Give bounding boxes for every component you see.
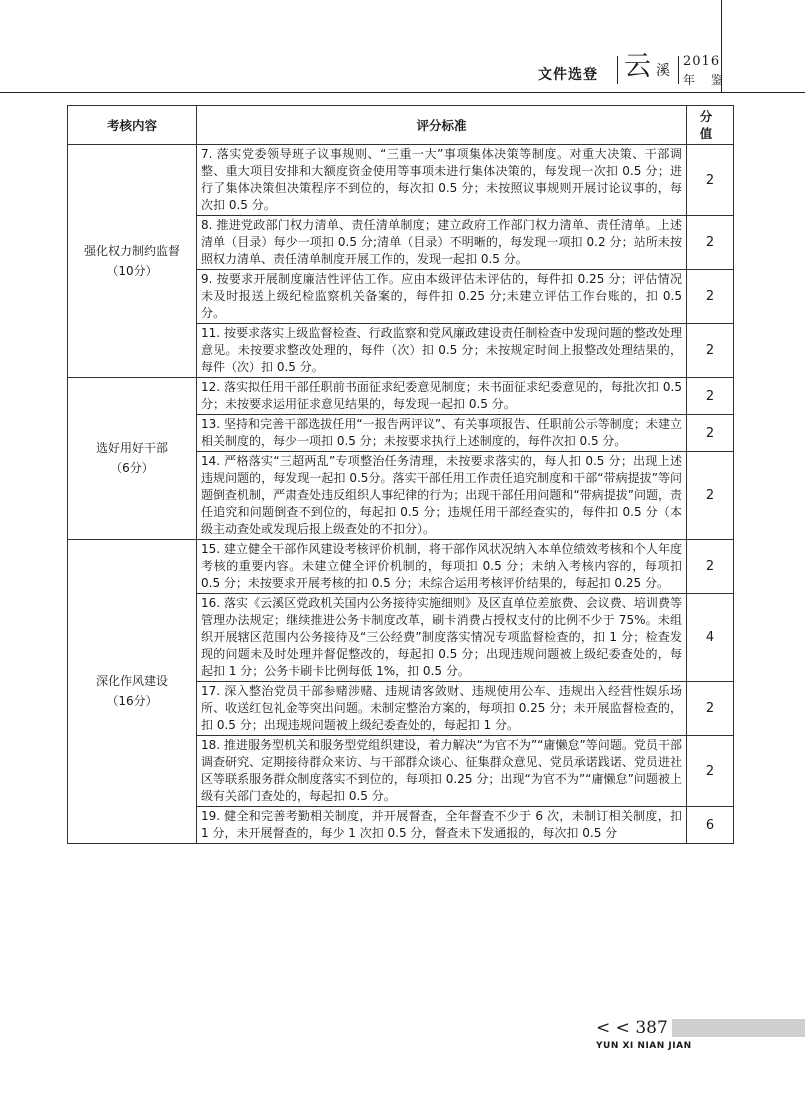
category-cell bbox=[68, 145, 197, 378]
criteria-cell: 8. 推进党政部门权力清单、责任清单制度；建立政府工作部门权力清单、责任清单。上述清单（目录）每少一项扣 0.5 分;清单（目录）不明晰的，每发现一项扣 0.2 分；站所未按照权力清单、责任清单制度开展工作的，发现一起扣 0.5 分。 bbox=[197, 216, 687, 270]
score-cell: 2 bbox=[687, 216, 734, 270]
criteria-cell: 16. 落实《云溪区党政机关国内公务接待实施细则》及区直单位差旅费、会议费、培训费等管理办法规定；继续推进公务卡制度改革，刷卡消费占授权支付的比例不少于 75%。未组织开展辖区范围内公务接待及“三公经费”制度落实情况专项监督检查的，扣 1 分；检查发现的问题未及时处理并督促整改的，每起扣 0.5 分；出现违规问题被上级纪委查处的，每起扣 1 分；公务卡刷卡比例每低 1%，扣 0.5 分。 bbox=[197, 594, 687, 682]
running-footer: YUN XI NIAN JIAN bbox=[596, 1041, 692, 1051]
score-cell: 2 bbox=[687, 378, 734, 415]
criteria-cell: 9. 按要求开展制度廉洁性评估工作。应由本级评估未评估的，每件扣 0.25 分；评估情况未及时报送上级纪检监察机关备案的，每件扣 0.25 分;未建立评估工作台账的，扣 0.5 分。 bbox=[197, 270, 687, 324]
page-number-marker bbox=[596, 1018, 668, 1038]
score-cell: 2 bbox=[687, 452, 734, 540]
page-arrows: < < bbox=[596, 1018, 630, 1038]
score-cell: 4 bbox=[687, 594, 734, 682]
score-cell: 2 bbox=[687, 682, 734, 736]
column-header-score: 分 值 bbox=[687, 106, 734, 145]
criteria-cell: 17. 深入整治党员干部参赌涉赌、违规请客敛财、违规使用公车、违规出入经营性娱乐场所、收送红包礼金等突出问题。未制定整治方案的，每项扣 0.25 分；未开展监督检查的，扣 0.5 分；出现违规问题被上级纪委查处的，每起扣 1 分。 bbox=[197, 682, 687, 736]
category-cell bbox=[68, 540, 197, 844]
criteria-cell: 15. 建立健全干部作风建设考核评价机制，将干部作风状况纳入本单位绩效考核和个人年度考核的重要内容。未建立健全评价机制的，每项扣 0.5 分；未纳入考核内容的，每项扣 0.5 分；未按要求开展考核的扣 0.5 分；未综合运用考核评价结果的，每起扣 0.25 分。 bbox=[197, 540, 687, 594]
criteria-cell: 13. 坚持和完善干部选拔任用“一报告两评议”、有关事项报告、任职前公示等制度；未建立相关制度的，每少一项扣 0.5 分；未按要求执行上述制度的，每件次扣 0.5 分。 bbox=[197, 415, 687, 452]
category-cell bbox=[68, 378, 197, 540]
logo-char-xi: 溪 bbox=[656, 63, 670, 79]
page-number: 387 bbox=[635, 1018, 668, 1038]
criteria-cell: 14. 严格落实“三超两乱”专项整治任务清理，未按要求落实的，每人扣 0.5 分；出现上述违规问题的，每发现一起扣 0.5分。落实干部任用工作责任追究制度和干部“带病提拔”等问题倒查机制，严肃查处违反组织人事纪律的行为；出现干部任用问题和“带病提拔”问题，责任追究和问题倒查不到位的，每起扣 0.5 分；违规任用干部经查实的，每件扣 0.5 分（本级主动查处或发现后报上级查处的不扣分）。 bbox=[197, 452, 687, 540]
assessment-table bbox=[67, 105, 734, 844]
score-cell: 2 bbox=[687, 415, 734, 452]
score-cell: 2 bbox=[687, 736, 734, 807]
criteria-cell: 18. 推进服务型机关和服务型党组织建设，着力解决“为官不为”“庸懒怠”等问题。党员干部调查研究、定期接待群众来访、与干部群众谈心、征集群众意见、党员承诺践诺、党员进社区等联系服务群众制度落实不到位的，每项扣 0.25 分；出现“为官不为”“庸懒怠”问题被上级有关部门查处的，每起扣 0.5 分。 bbox=[197, 736, 687, 807]
category-points: （6分） bbox=[110, 461, 154, 475]
header-divider bbox=[617, 56, 618, 84]
table-row bbox=[68, 145, 734, 216]
criteria-cell: 19. 健全和完善考勤相关制度，并开展督查，全年督查不少于 6 次，未制订相关制度，扣 1 分，未开展督查的，每少 1 次扣 0.5 分，督查未下发通报的，每次扣 0.5 分 bbox=[197, 807, 687, 844]
header-divider bbox=[678, 56, 679, 84]
header-year: 2016 bbox=[683, 54, 721, 69]
header-yearbook-label: 年 鉴 bbox=[683, 73, 729, 87]
table-row bbox=[68, 378, 734, 415]
category-points: （16分） bbox=[106, 694, 158, 708]
yearbook-logo bbox=[622, 50, 674, 86]
page-number-bar bbox=[672, 1019, 805, 1037]
category-name: 强化权力制约监督 bbox=[83, 243, 180, 258]
score-cell: 2 bbox=[687, 145, 734, 216]
logo-char-yun: 云 bbox=[624, 51, 651, 82]
column-header-content: 考核内容 bbox=[68, 106, 197, 145]
score-cell: 6 bbox=[687, 807, 734, 844]
category-name: 选好用好干部 bbox=[95, 441, 168, 455]
criteria-cell: 7. 落实党委领导班子议事规则、“三重一大”事项集体决策等制度。对重大决策、干部调整、重大项目安排和大额度资金使用等事项未进行集体决策的，每发现一次扣 0.5 分；进行了集体决策但决策程序不到位的，每次扣 0.5 分；未按照议事规则开展讨论议事的，每次扣 0.5 分。 bbox=[197, 145, 687, 216]
header-horizontal-rule bbox=[0, 92, 805, 93]
table-header-row bbox=[68, 106, 734, 145]
criteria-cell: 12. 落实拟任用干部任职前书面征求纪委意见制度；未书面征求纪委意见的，每批次扣 0.5 分；未按要求运用征求意见结果的，每发现一起扣 0.5 分。 bbox=[197, 378, 687, 415]
column-header-criteria: 评分标准 bbox=[197, 106, 687, 145]
section-title: 文件选登 bbox=[538, 67, 598, 83]
score-cell: 2 bbox=[687, 270, 734, 324]
criteria-cell: 11. 按要求落实上级监督检查、行政监察和党风廉政建设责任制检查中发现问题的整改处理意见。未按要求整改处理的，每件（次）扣 0.5 分；未按规定时间上报整改处理结果的，每件（次）扣 0.5 分。 bbox=[197, 324, 687, 378]
category-points: （10分） bbox=[106, 263, 158, 278]
category-name: 深化作风建设 bbox=[95, 674, 168, 688]
score-cell: 2 bbox=[687, 540, 734, 594]
table-row bbox=[68, 540, 734, 594]
score-cell: 2 bbox=[687, 324, 734, 378]
